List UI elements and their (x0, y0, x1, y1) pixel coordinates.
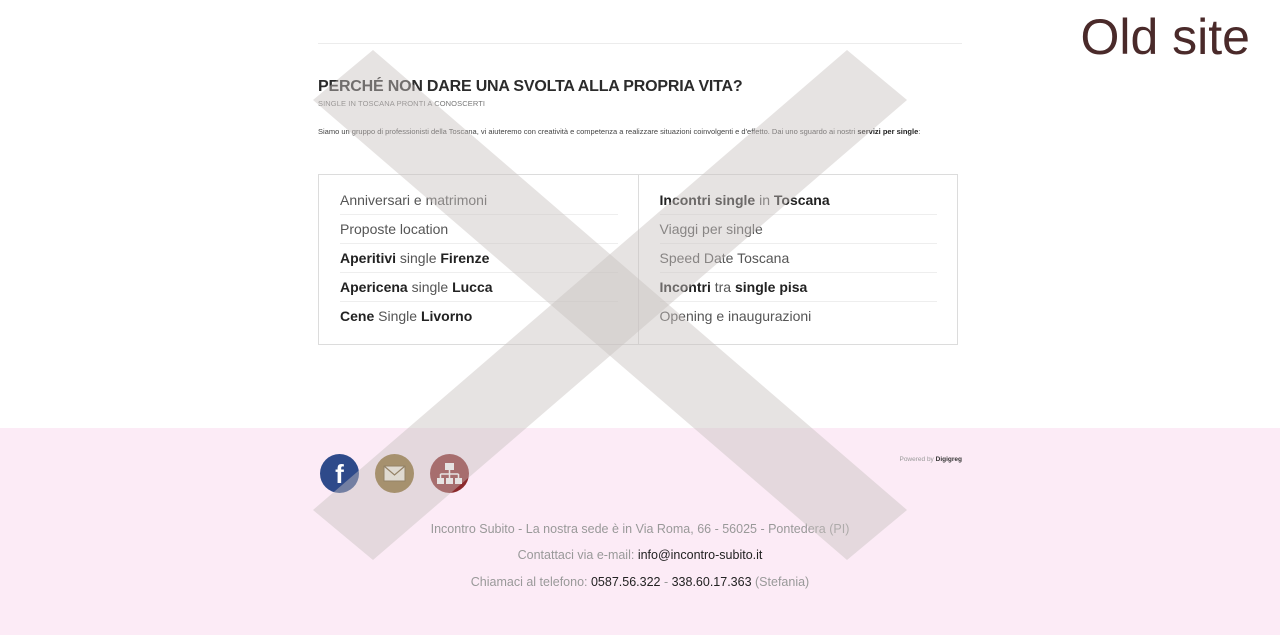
service-link-anniversari[interactable]: Anniversari e matrimoni (340, 186, 618, 215)
services-link[interactable]: servizi per single (857, 127, 919, 136)
services-column-right (639, 175, 958, 344)
service-link-location[interactable]: Proposte location (340, 215, 618, 244)
footer-contact: Contattaci via e-mail: info@incontro-subito.it (517, 548, 763, 562)
footer-address: Incontro Subito - La nostra sede è in Via Roma, 66 - 56025 - Pontedera (PI) (430, 522, 850, 536)
services-column-left (319, 175, 639, 344)
services-box (318, 174, 958, 345)
top-divider (318, 43, 962, 44)
sitemap-icon[interactable] (430, 454, 469, 493)
section-subheading: SINGLE IN TOSCANA PRONTI A CONOSCERTI (318, 99, 486, 108)
powered-brand-link[interactable]: Digigreg (935, 456, 962, 463)
section-heading: PERCHÉ NON DARE UNA SVOLTA ALLA PROPRIA VITA? (318, 78, 743, 95)
service-link-incontri-toscana[interactable]: Incontri single in Toscana (660, 186, 938, 215)
phone-link-1[interactable]: 0587.56.322 (590, 575, 661, 589)
service-link-apericena[interactable]: Apericena single Lucca (340, 273, 618, 302)
svg-text:f: f (335, 459, 344, 489)
old-site-label: Old site (1080, 9, 1250, 65)
phone-link-2[interactable]: 338.60.17.363 (671, 575, 752, 589)
service-link-opening[interactable]: Opening e inaugurazioni (659, 308, 812, 324)
facebook-icon[interactable] (320, 454, 359, 493)
contact-email-link[interactable]: info@incontro-subito.it (637, 548, 763, 562)
footer-phone: Chiamaci al telefono: 0587.56.322 - 338.60.17.363 (Stefania) (470, 575, 810, 589)
powered-by: Powered by Digigreg (899, 456, 962, 463)
mail-icon[interactable] (375, 454, 414, 493)
intro-paragraph (318, 124, 958, 139)
service-link-speed-date[interactable]: Speed Date Toscana (660, 244, 938, 273)
service-link-incontri-pisa[interactable]: Incontri tra single pisa (660, 273, 938, 302)
intro-text: Siamo un gruppo di professionisti della Toscana, vi aiuteremo con creatività e competenza a realizzare situazioni coinvolgenti e d'effetto. Dai uno sguardo ai nostri (318, 127, 856, 136)
intro-end: : (918, 127, 921, 136)
service-link-cene[interactable]: Cene Single Livorno (340, 308, 473, 324)
service-link-aperitivi[interactable]: Aperitivi single Firenze (340, 244, 618, 273)
service-link-viaggi[interactable]: Viaggi per single (660, 215, 938, 244)
